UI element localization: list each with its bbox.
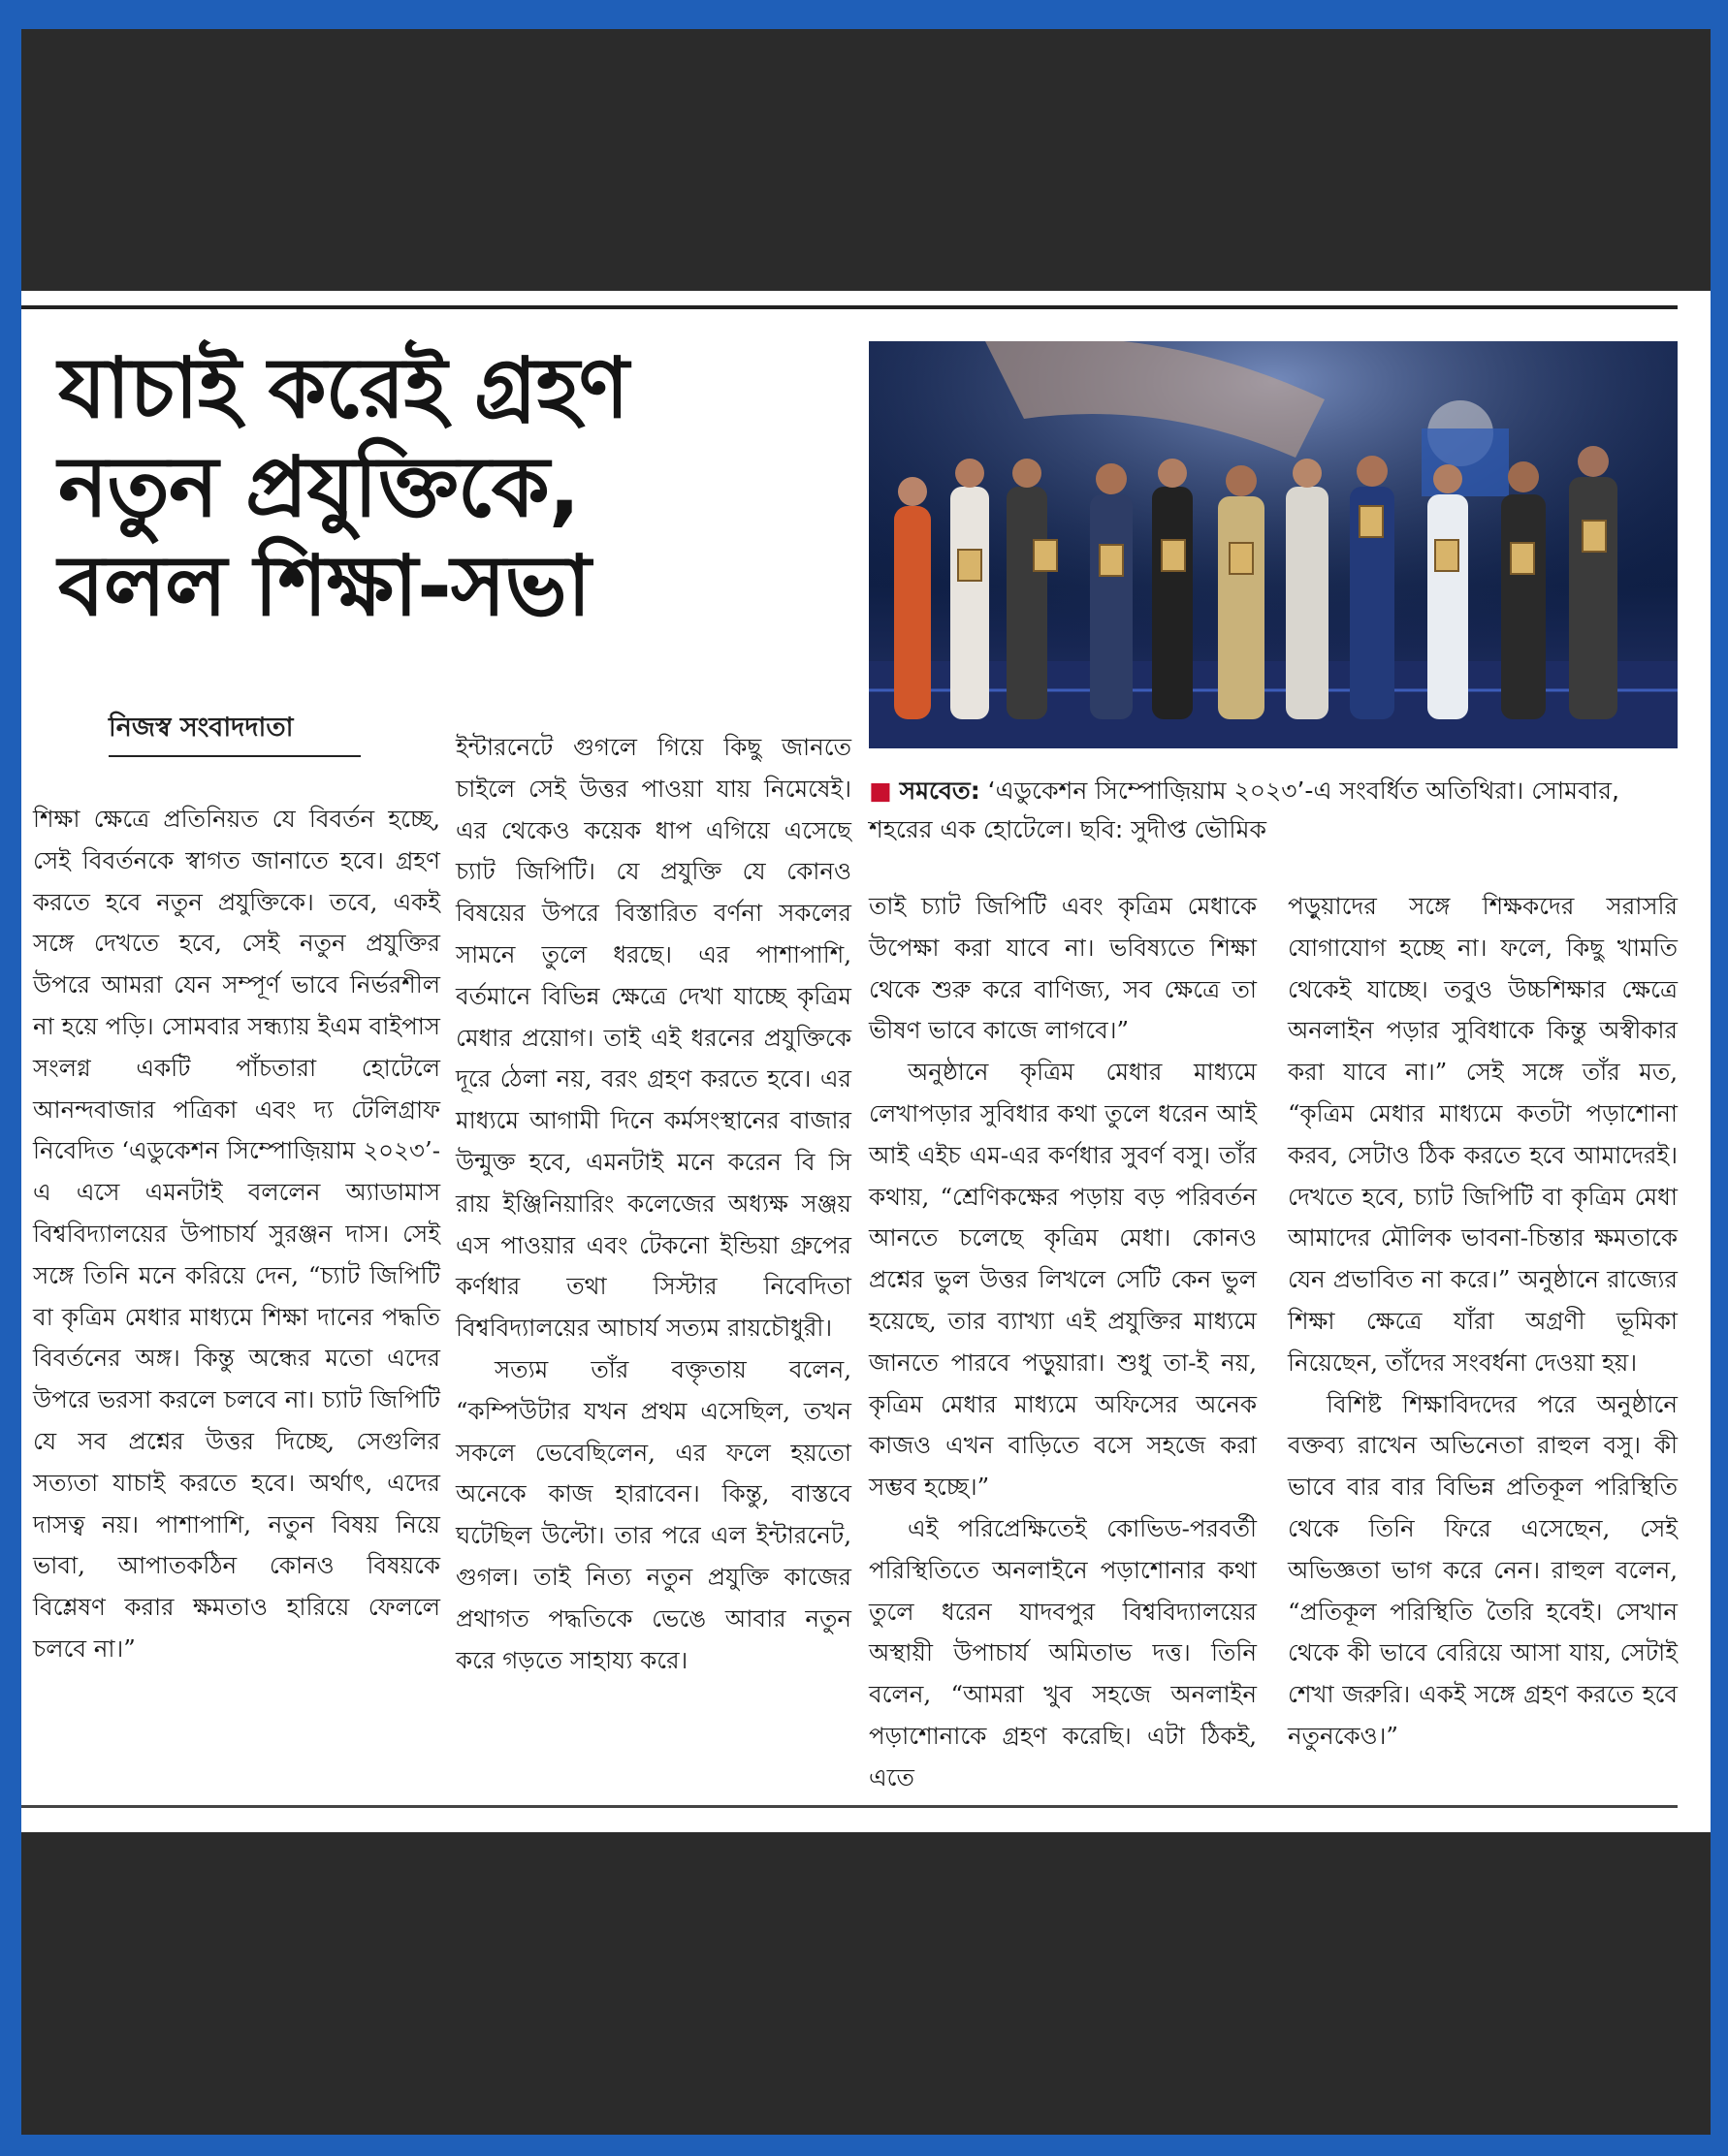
paragraph: বিশিষ্ট শিক্ষাবিদদের পরে অনুষ্ঠানে বক্তব্য রাখেন অভিনেতা রাহুল বসু। কী ভাবে বার বার বিভিন্ন প্রতিকূল পরিস্থিতি থেকে তিনি ফিরে এসেছেন, সেই অভিজ্ঞতা ভাগ করে নেন। রাহুল বলেন, “প্রতিকূল পরিস্থিতি তৈরি হবেই। সেখান থেকে কী ভাবে বেরিয়ে আসা যায়, সেটাই শেখা জরুরি। একই সঙ্গে গ্রহণ করতে হবে নতুনকেও।” bbox=[1288, 1389, 1678, 1750]
photo-caption bbox=[869, 772, 1678, 849]
paragraph: সত্যম তাঁর বক্তৃতায় বলেন, “কম্পিউটার যখন প্রথম এসেছিল, তখন সকলে ভেবেছিলেন, এর ফলে হয়তো অনেকে কাজ হারাবেন। কিন্তু, বাস্তবে ঘটেছিল উল্টো। তার পরে এল ইন্টারনেট, গুগল। তাই নিত্য নতুন প্রযুক্তি কাজের প্রথাগত পদ্ধতিকে ভেঙে আবার নতুন করে গড়তে সাহায্য করে। bbox=[456, 1354, 851, 1674]
article-column-2 bbox=[456, 727, 851, 1681]
caption-marker: ■ bbox=[869, 777, 892, 805]
stage-group-photo-image bbox=[869, 341, 1678, 748]
headline-line-1: যাচাই করেই গ্রহণ bbox=[58, 340, 628, 437]
paragraph: এই পরিপ্রেক্ষিতেই কোভিড-পরবর্তী পরিস্থিতিতে অনলাইনে পড়াশোনার কথা তুলে ধরেন যাদবপুর বিশ্ববিদ্যালয়ের অস্থায়ী উপাচার্য অমিতাভ দত্ত। তিনি বলেন, “আমরা খুব সহজে অনলাইন পড়াশোনাকে গ্রহণ করেছি। এটা ঠিকই, এতে bbox=[869, 1513, 1257, 1791]
paragraph: তাই চ্যাট জিপিটি এবং কৃত্রিম মেধাকে উপেক্ষা করা যাবে না। ভবিষ্যতে শিক্ষা থেকে শুরু করে বাণিজ্য, সব ক্ষেত্রে তা ভীষণ ভাবে কাজে লাগবে।” bbox=[869, 892, 1257, 1045]
article-column-4 bbox=[1288, 886, 1678, 1758]
headline-line-2: নতুন প্রযুক্তিকে, bbox=[58, 439, 580, 536]
caption-lead: সমবেত: bbox=[899, 777, 980, 805]
paragraph: শিক্ষা ক্ষেত্রে প্রতিনিয়ত যে বিবর্তন হচ্ছে, সেই বিবর্তনকে স্বাগত জানাতে হবে। গ্রহণ করতে হবে নতুন প্রযুক্তিকে। তবে, একই সঙ্গে দেখতে হবে, সেই নতুন প্রযুক্তির উপরে আমরা যেন সম্পূর্ণ ভাবে নির্ভরশীল না হয়ে পড়ি। সোমবার সন্ধ্যায় ইএম বাইপাস সংলগ্ন একটি পাঁচতারা হোটেলে আনন্দবাজার পত্রিকা এবং দ্য টেলিগ্রাফ নিবেদিত ‘এডুকেশন সিম্পোজ়িয়াম ২০২৩’-এ এসে এমনটাই বললেন অ্যাডামাস বিশ্ববিদ্যালয়ের উপাচার্য সুরঞ্জন দাস। সেই সঙ্গে তিনি মনে করিয়ে দেন, “চ্যাট জিপিটি বা কৃত্রিম মেধার মাধ্যমে শিক্ষা দানের পদ্ধতি বিবর্তনের অঙ্গ। কিন্তু অন্ধের মতো এদের উপরে ভরসা করলে চলবে না। চ্যাট জিপিটি যে সব প্রশ্নের উত্তর দিচ্ছে, সেগুলির সত্যতা যাচাই করতে হবে। অর্থাৎ, এদের দাসত্ব নয়। পাশাপাশি, নতুন বিষয় নিয়ে ভাবা, আপাতকঠিন কোনও বিষয়কে বিশ্লেষণ করার ক্ষমতাও হারিয়ে ফেললে চলবে না।” bbox=[33, 805, 440, 1663]
top-dark-band bbox=[21, 29, 1711, 291]
headline-line-3: বলল শিক্ষা-সভা bbox=[58, 538, 591, 635]
article-column-3 bbox=[869, 886, 1257, 1799]
clipping-sheet bbox=[21, 29, 1711, 2135]
paragraph: অনুষ্ঠানে কৃত্রিম মেধার মাধ্যমে লেখাপড়ার সুবিধার কথা তুলে ধরেন আই আই এইচ এম-এর কর্ণধার সুবর্ণ বসু। তাঁর কথায়, “শ্রেণিকক্ষের পড়ায় বড় পরিবর্তন আনতে চলেছে কৃত্রিম মেধা। কোনও প্রশ্নের ভুল উত্তর লিখলে সেটি কেন ভুল হয়েছে, তার ব্যাখ্যা এই প্রযুক্তির মাধ্যমে জানতে পারবে পড়ুয়ারা। শুধু তা-ই নয়, কৃত্রিম মেধার মাধ্যমে অফিসের অনেক কাজও এখন বাড়িতে বসে সহজে করা সম্ভব হচ্ছে।” bbox=[869, 1058, 1257, 1502]
byline: নিজস্ব সংবাদদাতা bbox=[109, 708, 361, 757]
article-column-1 bbox=[33, 799, 440, 1670]
caption-text: ‘এডুকেশন সিম্পোজ়িয়াম ২০২৩’-এ সংবর্ধিত অতিথিরা। সোমবার, শহরের এক হোটেলে। ছবি: সুদীপ্ত ভৌমিক bbox=[869, 777, 1619, 843]
bottom-dark-band bbox=[21, 1832, 1711, 2135]
headline bbox=[58, 339, 834, 636]
bottom-rule bbox=[21, 1805, 1678, 1808]
news-photo bbox=[869, 341, 1678, 748]
top-rule bbox=[21, 305, 1678, 309]
paragraph: ইন্টারনেটে গুগলে গিয়ে কিছু জানতে চাইলে সেই উত্তর পাওয়া যায় নিমেষেই। এর থেকেও কয়েক ধাপ এগিয়ে এসেছে চ্যাট জিপিটি। যে প্রযুক্তি যে কোনও বিষয়ের উপরে বিস্তারিত বর্ণনা সকলের সামনে তুলে ধরছে। এর পাশাপাশি, বর্তমানে বিভিন্ন ক্ষেত্রে দেখা যাচ্ছে কৃত্রিম মেধার প্রয়োগ। তাই এই ধরনের প্রযুক্তিকে দূরে ঠেলা নয়, বরং গ্রহণ করতে হবে। এর মাধ্যমে আগামী দিনে কর্মসংস্থানের বাজার উন্মুক্ত হবে, এমনটাই মনে করেন বি সি রায় ইঞ্জিনিয়ারিং কলেজের অধ্যক্ষ সঞ্জয় এস পাওয়ার এবং টেকনো ইন্ডিয়া গ্রুপের কর্ণধার তথা সিস্টার নিবেদিতা বিশ্ববিদ্যালয়ের আচার্য সত্যম রায়চৌধুরী। bbox=[456, 733, 851, 1343]
paragraph: পড়ুয়াদের সঙ্গে শিক্ষকদের সরাসরি যোগাযোগ হচ্ছে না। ফলে, কিছু খামতি থেকেই যাচ্ছে। তবুও উচ্চশিক্ষার ক্ষেত্রে অনলাইন পড়ার সুবিধাকে কিন্তু অস্বীকার করা যাবে না।” সেই সঙ্গে তাঁর মত, “কৃত্রিম মেধার মাধ্যমে কতটা পড়াশোনা করব, সেটাও ঠিক করতে হবে আমাদেরই। দেখতে হবে, চ্যাট জিপিটি বা কৃত্রিম মেধা আমাদের মৌলিক ভাবনা-চিন্তার ক্ষমতাকে যেন প্রভাবিত না করে।” অনুষ্ঠানে রাজ্যের শিক্ষা ক্ষেত্রে যাঁরা অগ্রণী ভূমিকা নিয়েছেন, তাঁদের সংবর্ধনা দেওয়া হয়। bbox=[1288, 892, 1678, 1377]
